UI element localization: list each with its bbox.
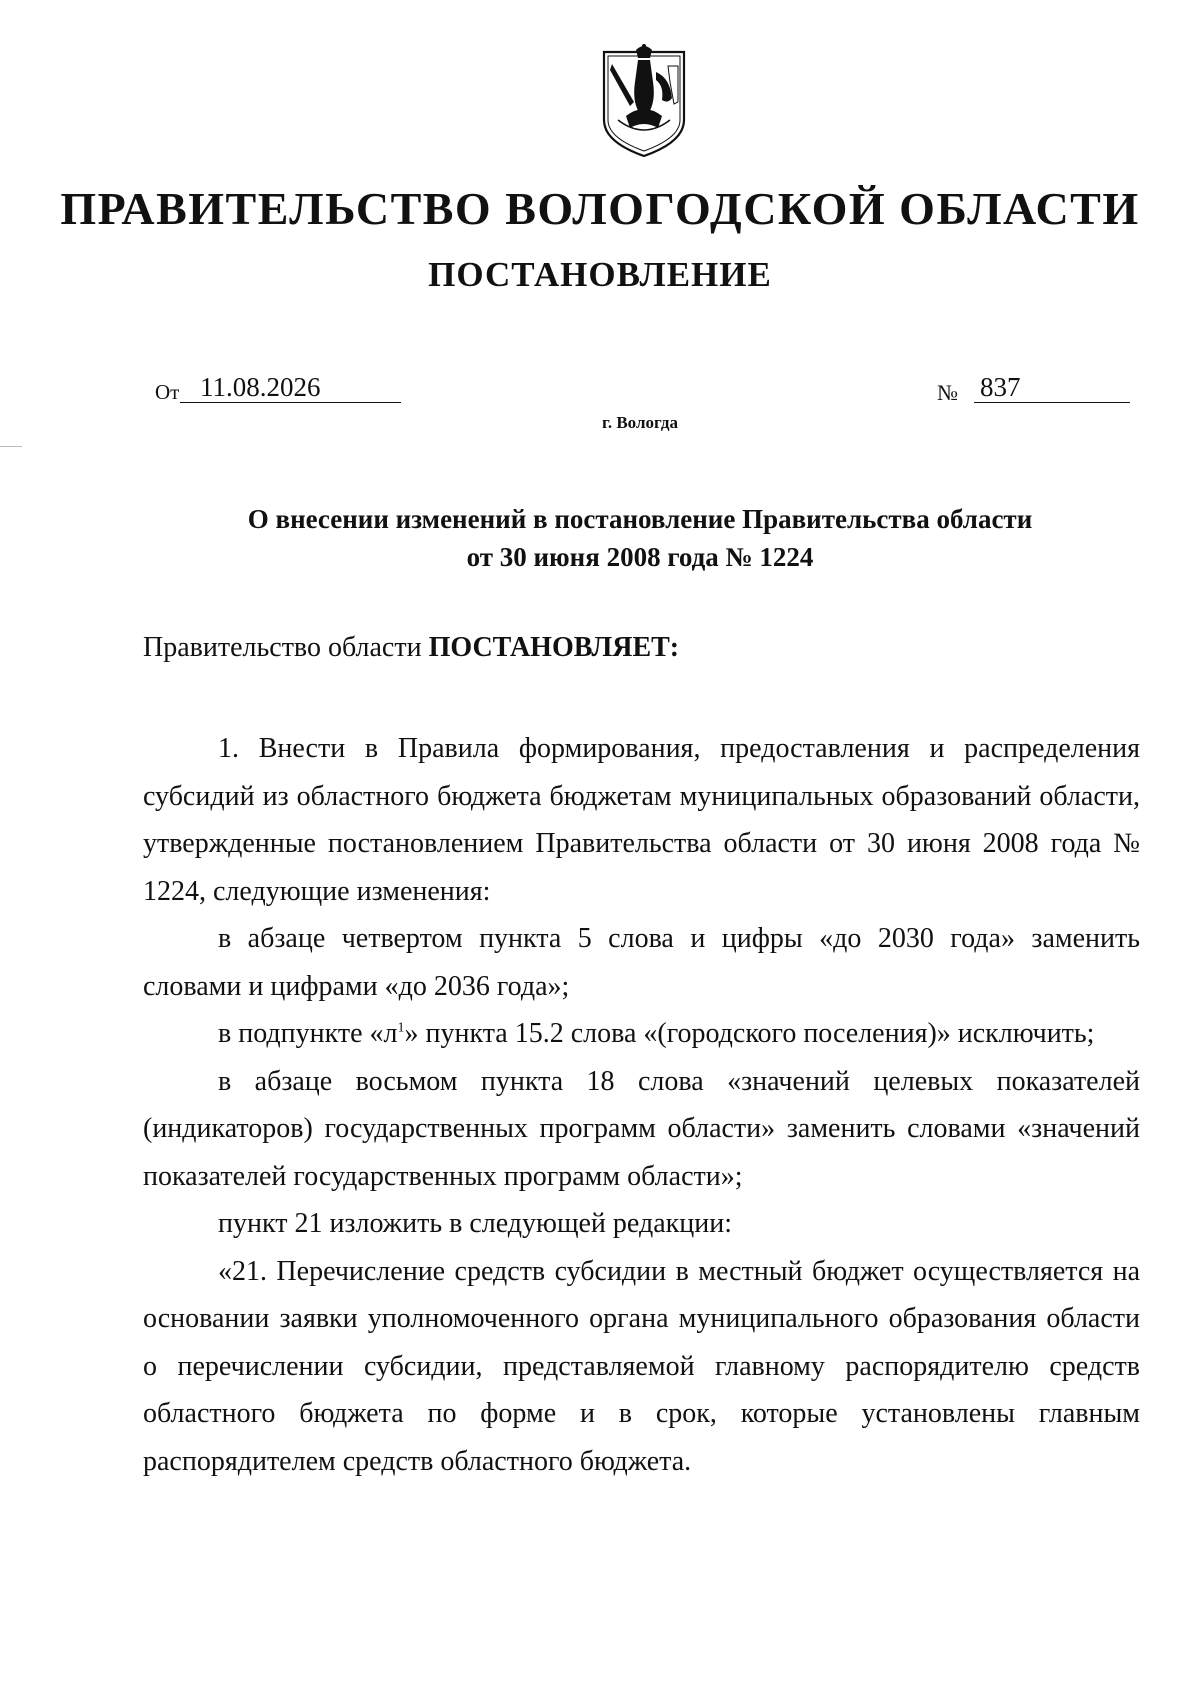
subject-line-2: от 30 июня 2008 года № 1224	[466, 542, 814, 572]
resolution-lead	[143, 632, 679, 664]
document-type: ПОСТАНОВЛЕНИЕ	[428, 255, 772, 294]
city-name: г. Вологда	[602, 413, 678, 432]
scan-artifact	[0, 446, 22, 447]
subject-line-1: О внесении изменений в постановление Правительства области	[247, 504, 1033, 534]
date-field	[155, 372, 321, 405]
paragraph-3-superscript: 1	[397, 1020, 405, 1036]
government-name: ПРАВИТЕЛЬСТВО ВОЛОГОДСКОЙ ОБЛАСТИ	[60, 183, 1140, 234]
document-body	[143, 725, 1140, 1485]
paragraph-3-after: » пункта 15.2 слова «(городского поселения)» исключить;	[404, 1018, 1095, 1049]
coat-of-arms-emblem	[598, 42, 690, 160]
date-prefix: От	[155, 380, 180, 404]
document-subject	[0, 500, 1200, 576]
paragraph-5: пункт 21 изложить в следующей редакции:	[218, 1208, 732, 1239]
paragraph-3-before: в подпункте «л	[218, 1018, 398, 1049]
paragraph-6: «21. Перечисление средств субсидии в местный бюджет осуществляется на основании заявки уполномоченного органа муниципального образования области о перечислении субсидии, представляемой главному распорядителю средств областного бюджета по форме и в срок, которые установлены главным распорядителем средств областного бюджета.	[143, 1255, 1140, 1477]
number-field	[937, 372, 1021, 406]
lead-prefix: Правительство области	[143, 632, 429, 663]
number-prefix: №	[937, 380, 958, 405]
paragraph-1: 1. Внести в Правила формирования, предоставления и распределения субсидий из областного бюджета бюджетам муниципальных образований области, утвержденные постановлением Правительства области от 30 июня 2008 года № 1224, следующие изменения:	[143, 733, 1140, 907]
paragraph-2: в абзаце четвертом пункта 5 слова и цифры «до 2030 года» заменить словами и цифрами «до 2036 года»;	[143, 923, 1140, 1002]
document-number: 837	[974, 372, 1130, 403]
paragraph-4: в абзаце восьмом пункта 18 слова «значений целевых показателей (индикаторов) государственных программ области» заменить словами «значений показателей государственных программ области»;	[143, 1065, 1140, 1192]
paragraph-3	[143, 1010, 1140, 1058]
document-date: 11.08.2026	[180, 372, 401, 403]
lead-verb: ПОСТАНОВЛЯЕТ:	[428, 632, 680, 663]
